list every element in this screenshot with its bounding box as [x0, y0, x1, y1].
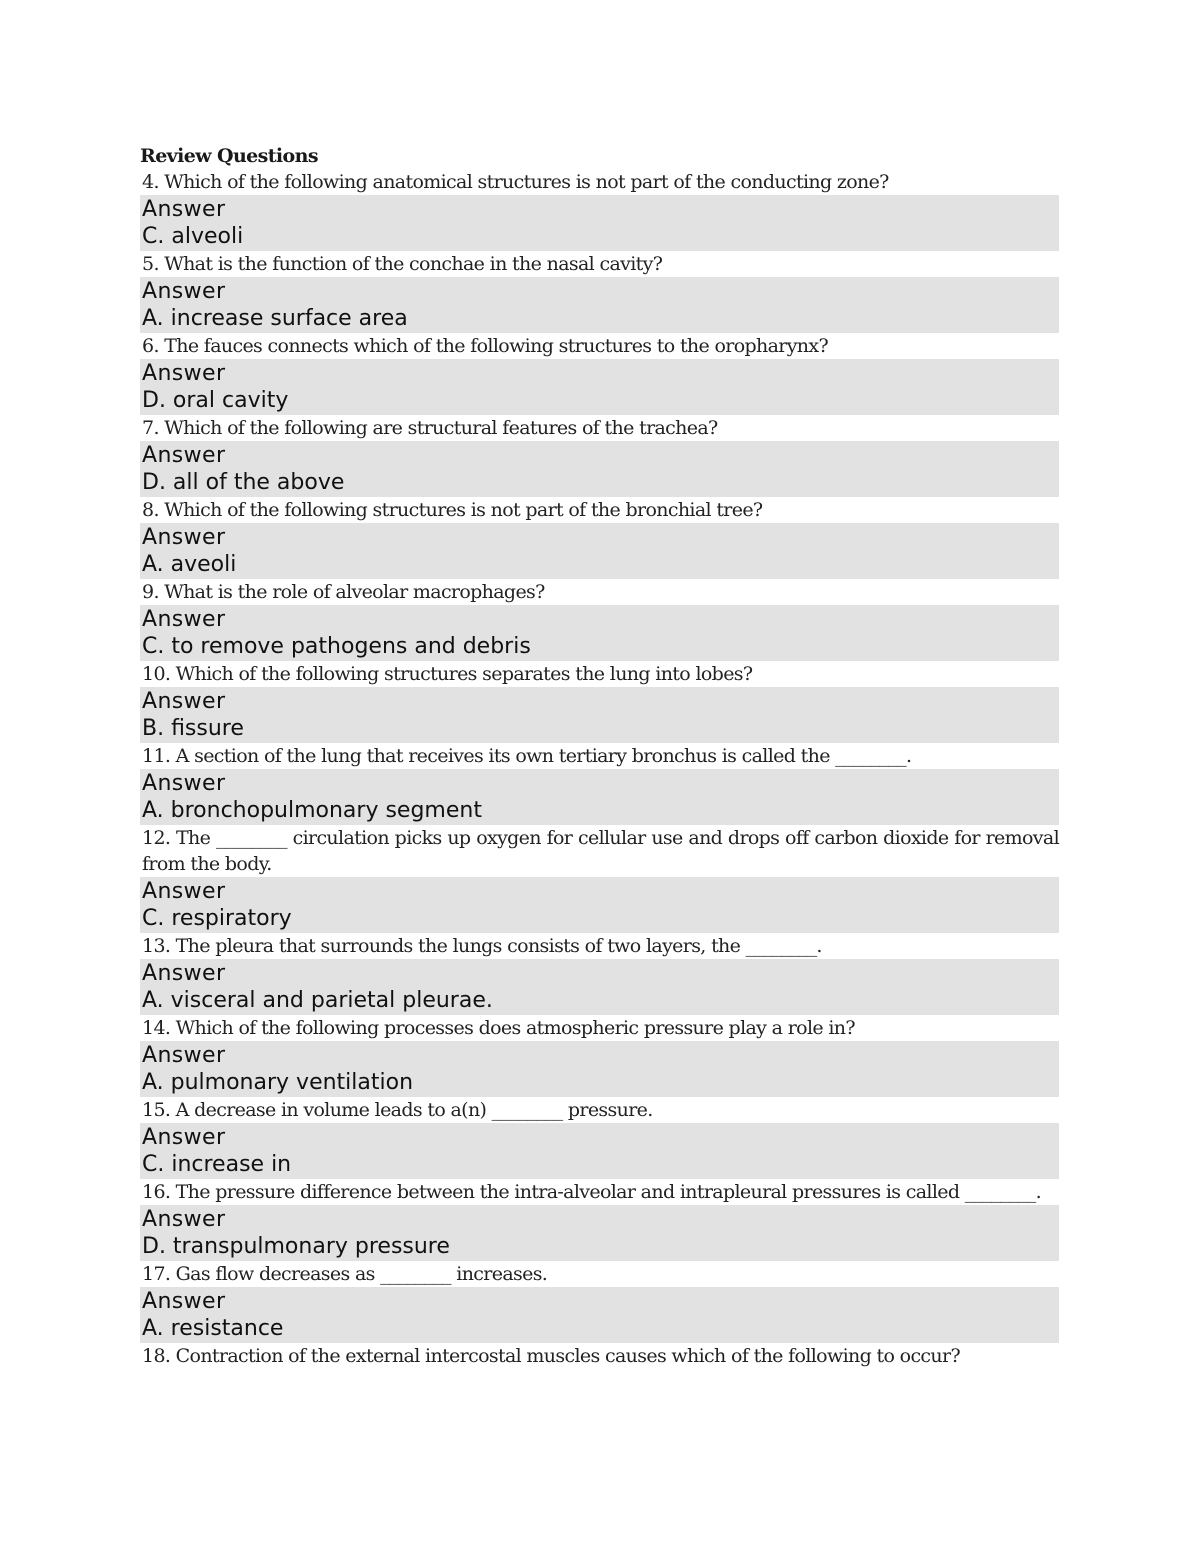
answer-value: A. aveoli — [142, 552, 237, 577]
answer-box — [140, 1041, 1059, 1097]
answer-label: Answer — [142, 279, 226, 304]
answer-label: Answer — [142, 771, 226, 796]
question-text: 7. Which of the following are structural features of the trachea? — [142, 417, 718, 439]
answer-label: Answer — [142, 443, 226, 468]
qa-item-8 — [140, 497, 1059, 579]
answer-value: A. pulmonary ventilation — [142, 1070, 414, 1095]
answer-box — [140, 195, 1059, 251]
qa-item-9 — [140, 579, 1059, 661]
answer-label: Answer — [142, 607, 226, 632]
document-page — [140, 143, 1059, 1369]
answer-value: D. all of the above — [142, 470, 345, 495]
answer-box — [140, 959, 1059, 1015]
answer-box — [140, 441, 1059, 497]
qa-item-17 — [140, 1261, 1059, 1343]
qa-item-10 — [140, 661, 1059, 743]
answer-value: C. alveoli — [142, 224, 244, 249]
question-text: 6. The fauces connects which of the following structures to the oropharynx? — [142, 335, 828, 357]
answer-label: Answer — [142, 879, 226, 904]
answer-value: A. visceral and parietal pleurae. — [142, 988, 493, 1013]
answer-box — [140, 877, 1059, 933]
qa-item-6 — [140, 333, 1059, 415]
question-text: 12. The ________ circulation picks up oxygen for cellular use and drops off carbon dioxide for removal from the body. — [142, 827, 1059, 875]
answer-label: Answer — [142, 1207, 226, 1232]
question-text: 17. Gas flow decreases as ________ increases. — [142, 1263, 548, 1285]
answer-label: Answer — [142, 361, 226, 386]
question-text: 14. Which of the following processes does atmospheric pressure play a role in? — [142, 1017, 855, 1039]
answer-value: A. increase surface area — [142, 306, 408, 331]
qa-item-14 — [140, 1015, 1059, 1097]
answer-label: Answer — [142, 1125, 226, 1150]
answer-label: Answer — [142, 525, 226, 550]
qa-item-5 — [140, 251, 1059, 333]
answer-value: C. increase in — [142, 1152, 292, 1177]
answer-value: C. respiratory — [142, 906, 292, 931]
qa-item-16 — [140, 1179, 1059, 1261]
answer-box — [140, 277, 1059, 333]
answer-box — [140, 359, 1059, 415]
answer-box — [140, 1205, 1059, 1261]
question-text: 10. Which of the following structures separates the lung into lobes? — [142, 663, 753, 685]
answer-value: D. transpulmonary pressure — [142, 1234, 450, 1259]
answer-label: Answer — [142, 961, 226, 986]
answer-box — [140, 605, 1059, 661]
qa-item-7 — [140, 415, 1059, 497]
answer-value: D. oral cavity — [142, 388, 289, 413]
answer-value: B. fissure — [142, 716, 244, 741]
qa-item-12 — [140, 825, 1059, 933]
qa-item-13 — [140, 933, 1059, 1015]
qa-item-4 — [140, 169, 1059, 251]
question-text: 5. What is the function of the conchae in the nasal cavity? — [142, 253, 663, 275]
question-text-18: 18. Contraction of the external intercostal muscles causes which of the following to occur? — [142, 1345, 960, 1367]
answer-label: Answer — [142, 1289, 226, 1314]
question-text: 13. The pleura that surrounds the lungs consists of two layers, the ________. — [142, 935, 822, 957]
answer-box — [140, 523, 1059, 579]
answer-value: A. resistance — [142, 1316, 284, 1341]
answer-label: Answer — [142, 689, 226, 714]
question-text: 16. The pressure difference between the intra-alveolar and intrapleural pressures is called ________. — [142, 1181, 1041, 1203]
question-text: 9. What is the role of alveolar macrophages? — [142, 581, 545, 603]
answer-box — [140, 687, 1059, 743]
answer-value: C. to remove pathogens and debris — [142, 634, 531, 659]
answer-box — [140, 1287, 1059, 1343]
answer-label: Answer — [142, 197, 226, 222]
answer-label: Answer — [142, 1043, 226, 1068]
qa-item-11 — [140, 743, 1059, 825]
answer-box — [140, 1123, 1059, 1179]
question-text: 4. Which of the following anatomical structures is not part of the conducting zone? — [142, 171, 889, 193]
answer-value: A. bronchopulmonary segment — [142, 798, 482, 823]
question-text: 8. Which of the following structures is not part of the bronchial tree? — [142, 499, 763, 521]
question-text: 15. A decrease in volume leads to a(n) ________ pressure. — [142, 1099, 653, 1121]
answer-box — [140, 769, 1059, 825]
qa-item-15 — [140, 1097, 1059, 1179]
document-title: Review Questions — [140, 145, 318, 167]
question-text: 11. A section of the lung that receives its own tertiary bronchus is called the ________. — [142, 745, 912, 767]
